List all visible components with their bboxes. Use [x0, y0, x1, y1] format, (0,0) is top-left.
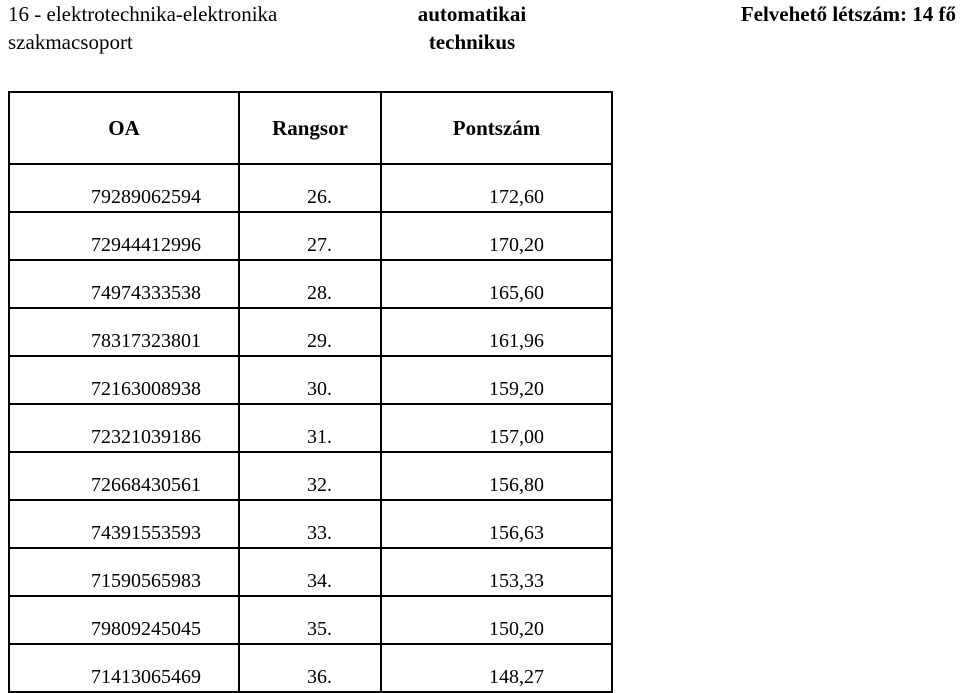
table-row [9, 500, 612, 548]
cell-points: 153,33 [381, 548, 612, 596]
group-heading [8, 0, 338, 56]
table-row [9, 164, 612, 212]
cell-points: 150,20 [381, 596, 612, 644]
column-header-oa: OA [9, 92, 239, 164]
table-row [9, 452, 612, 500]
cell-rank: 35. [239, 596, 381, 644]
table-row [9, 404, 612, 452]
table-row [9, 212, 612, 260]
column-header-rank: Rangsor [239, 92, 381, 164]
table-row [9, 596, 612, 644]
table-row [9, 644, 612, 692]
cell-oa: 72944412996 [9, 212, 239, 260]
cell-rank: 34. [239, 548, 381, 596]
cell-rank: 31. [239, 404, 381, 452]
table-row [9, 308, 612, 356]
column-header-points: Pontszám [381, 92, 612, 164]
cell-points: 172,60 [381, 164, 612, 212]
ranking-table [8, 91, 613, 693]
cell-oa: 71590565983 [9, 548, 239, 596]
cell-oa: 74391553593 [9, 500, 239, 548]
cell-rank: 28. [239, 260, 381, 308]
cell-rank: 27. [239, 212, 381, 260]
cell-rank: 30. [239, 356, 381, 404]
table-row [9, 356, 612, 404]
cell-points: 148,27 [381, 644, 612, 692]
cell-oa: 79289062594 [9, 164, 239, 212]
table-row [9, 548, 612, 596]
cell-points: 157,00 [381, 404, 612, 452]
cell-points: 159,20 [381, 356, 612, 404]
table-row [9, 260, 612, 308]
cell-oa: 71413065469 [9, 644, 239, 692]
cell-oa: 74974333538 [9, 260, 239, 308]
cell-oa: 72668430561 [9, 452, 239, 500]
cell-oa: 72321039186 [9, 404, 239, 452]
cell-rank: 26. [239, 164, 381, 212]
cell-rank: 32. [239, 452, 381, 500]
profession-heading [372, 0, 572, 56]
cell-oa: 78317323801 [9, 308, 239, 356]
cell-rank: 29. [239, 308, 381, 356]
cell-points: 161,96 [381, 308, 612, 356]
cell-points: 170,20 [381, 212, 612, 260]
group-heading-line2: szakmacsoport [8, 30, 133, 54]
table-header-row [9, 92, 612, 164]
cell-points: 156,80 [381, 452, 612, 500]
cell-oa: 72163008938 [9, 356, 239, 404]
capacity-heading: Felvehető létszám: 14 fő [740, 2, 956, 26]
group-heading-line1: 16 - elektrotechnika-elektronika [8, 2, 278, 26]
cell-rank: 36. [239, 644, 381, 692]
profession-heading-line1: automatikai [417, 2, 527, 26]
profession-heading-line2: technikus [428, 30, 516, 54]
cell-rank: 33. [239, 500, 381, 548]
cell-points: 165,60 [381, 260, 612, 308]
cell-points: 156,63 [381, 500, 612, 548]
cell-oa: 79809245045 [9, 596, 239, 644]
